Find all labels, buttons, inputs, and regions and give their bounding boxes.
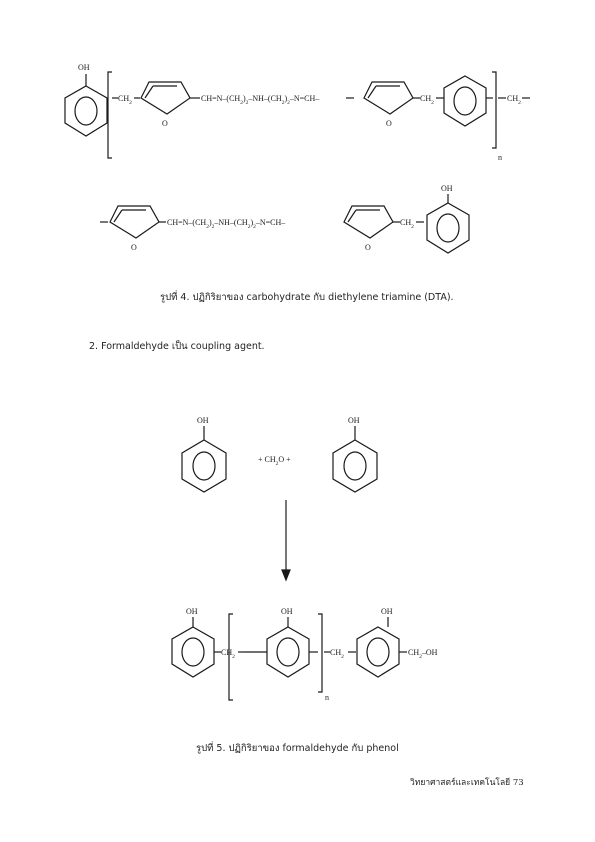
oh-label: OH <box>348 416 360 425</box>
oh-label: OH <box>186 607 198 616</box>
page-number: 73 <box>512 778 524 788</box>
imine-linker: $CH=N-(CH_2)_2-NH-(CH_2)_2-N=CH-$ <box>201 94 320 106</box>
oxygen-label: O <box>131 243 137 252</box>
oh-label: OH <box>381 607 393 616</box>
benzene-ring-1 <box>444 76 486 126</box>
formaldehyde-label: + $CH_2O$ + <box>258 455 291 467</box>
furan-ring-1 <box>141 82 190 114</box>
oh-label: OH <box>197 416 209 425</box>
oh-label: OH <box>78 63 90 72</box>
ch2-label: $CH_2$ <box>420 94 434 106</box>
section-2-heading: 2. Formaldehyde เป็น coupling agent. <box>89 341 265 352</box>
repeat-n-label: n <box>498 153 502 162</box>
phenol-ring-reactant-2 <box>333 426 377 492</box>
bracket-right-2 <box>318 614 322 692</box>
end-group-label: $CH_2-OH$ <box>408 648 438 660</box>
ch2-label: $CH_2$ <box>507 94 521 106</box>
oh-label: OH <box>441 184 453 193</box>
ch2-label: $CH_2$ <box>330 648 344 660</box>
reaction-arrow <box>282 500 290 580</box>
page-footer <box>410 775 524 789</box>
oxygen-label: O <box>162 119 168 128</box>
ch2-label: $CH_2$ <box>400 218 414 230</box>
oxygen-label: O <box>386 119 392 128</box>
phenol-ring-product-1 <box>172 617 214 677</box>
imine-linker: $CH=N-(CH_2)_2-NH-(CH_2)_2-N=CH-$ <box>167 218 286 230</box>
ch2-label: $CH_2$ <box>221 648 235 660</box>
bracket-right-1 <box>492 72 496 148</box>
furan-ring-4 <box>344 206 393 238</box>
furan-ring-3 <box>110 206 159 238</box>
phenol-ring-reactant-1 <box>182 426 226 492</box>
bracket-left-1 <box>108 72 112 158</box>
repeat-n-label: n <box>325 693 329 702</box>
phenol-ring-1 <box>65 74 107 136</box>
figure-5-caption: รูปที่ 5. ปฏิกิริยาของ formaldehyde กับ phenol <box>196 743 399 754</box>
oh-label: OH <box>281 607 293 616</box>
ch2-label: $CH_2$ <box>118 94 132 106</box>
furan-ring-2 <box>364 82 413 114</box>
phenol-ring-product-2 <box>267 617 309 677</box>
oxygen-label: O <box>365 243 371 252</box>
journal-name: วิทยาศาสตร์และเทคโนโลยี <box>410 778 511 788</box>
figure-4-caption: รูปที่ 4. ปฏิกิริยาของ carbohydrate กับ diethylene triamine (DTA). <box>160 292 454 303</box>
phenol-ring-2 <box>427 194 469 253</box>
phenol-ring-product-3 <box>357 617 399 677</box>
